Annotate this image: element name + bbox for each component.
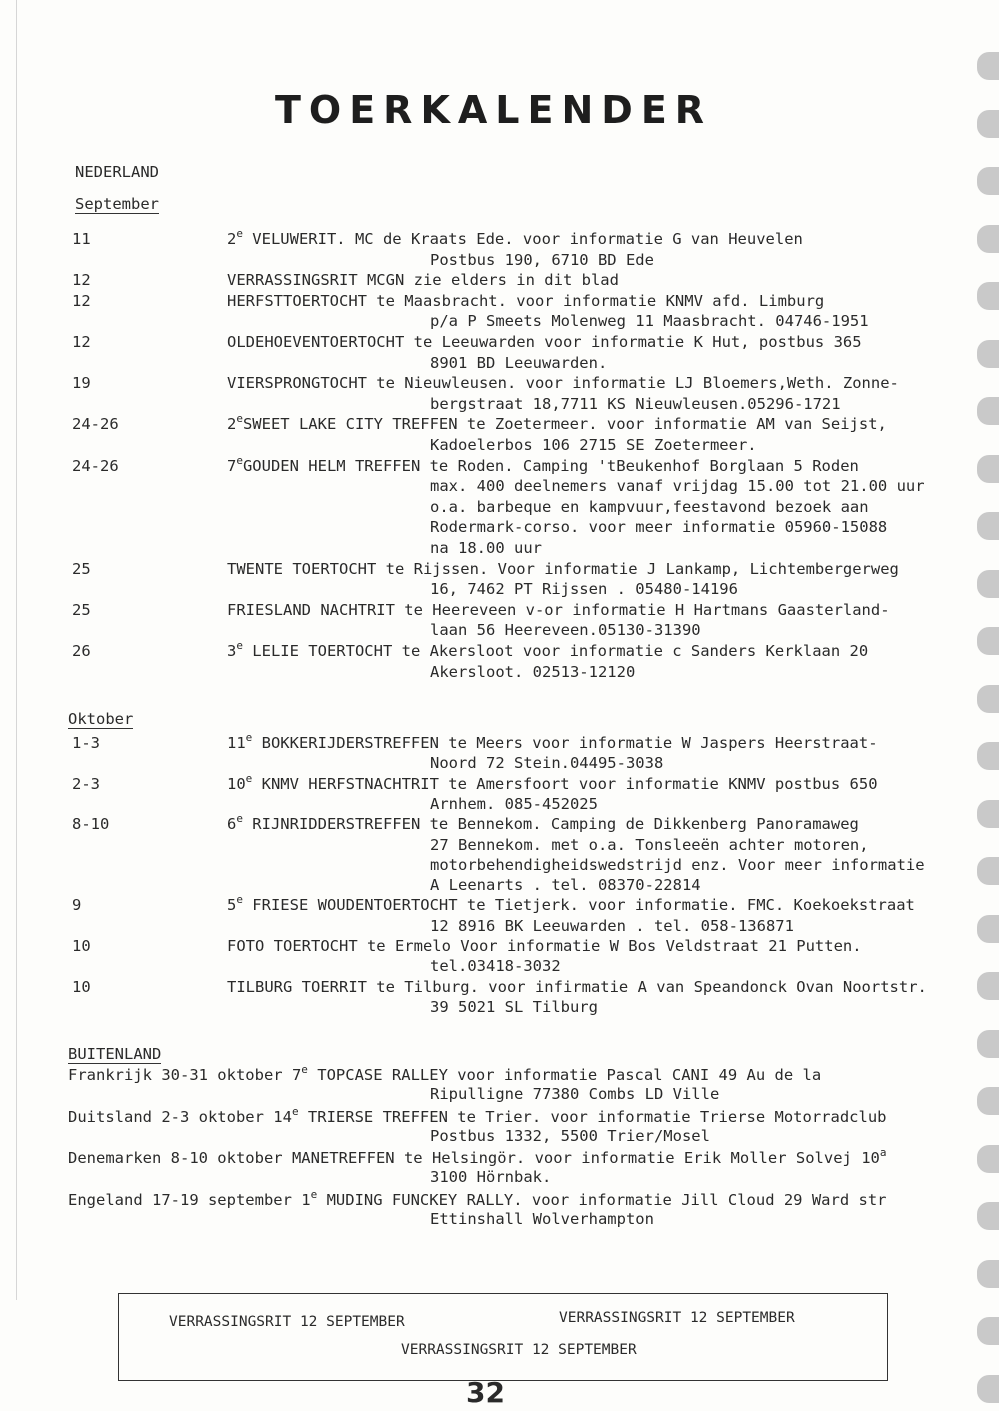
- event-description: OLDEHOEVENTOERTOCHT te Leeuwarden voor informatie K Hut, postbus 365: [227, 333, 862, 351]
- event-date: 26: [72, 642, 91, 660]
- event-date: 2-3: [72, 774, 100, 793]
- event-date: 25: [72, 559, 91, 578]
- event-continuation-text: 27 Bennekom. met o.a. Tonsleeën achter motoren,: [430, 835, 869, 854]
- september-entry: [0, 559, 999, 579]
- notice-line-1a: VERRASSINGSRIT 12 SEPTEMBER: [169, 1314, 405, 1330]
- september-entry: [0, 373, 999, 393]
- binder-hole: [977, 1317, 999, 1345]
- event-continuation-text: Postbus 190, 6710 BD Ede: [430, 250, 654, 269]
- event-date: 11: [72, 230, 91, 248]
- september-entry: [0, 332, 999, 352]
- september-entry: [0, 291, 999, 311]
- event-continuation-text: 39 5021 SL Tilburg: [430, 997, 598, 1016]
- event-description: HERFSTTOERTOCHT te Maasbracht. voor informatie KNMV afd. Limburg: [227, 291, 825, 310]
- binder-hole: [977, 1375, 999, 1403]
- event-continuation-text: Rodermark-corso. voor meer informatie 05960-15088: [430, 518, 888, 537]
- event-description: 2eSWEET LAKE CITY TREFFEN te Zoetermeer. voor informatie AM van Seijst,: [227, 412, 887, 434]
- september-entry: [0, 641, 999, 661]
- event-continuation: [0, 517, 999, 537]
- event-continuation-text: laan 56 Heereveen.05130-31390: [430, 621, 701, 640]
- event-date: 19: [72, 374, 91, 393]
- event-description: 5e FRIESE WOUDENTOERTOCHT te Tietjerk. voor informatie. FMC. Koekoekstraat: [227, 893, 915, 915]
- binder-hole: [977, 1202, 999, 1230]
- event-continuation: [0, 855, 999, 875]
- section-september: September: [75, 195, 159, 213]
- event-continuation: [0, 353, 999, 373]
- event-continuation: [0, 394, 999, 414]
- foreign-event: Engeland 17-19 september 1e MUDING FUNCKEY RALLY. voor informatie Jill Cloud 29 Ward str: [68, 1187, 887, 1209]
- foreign-event: Frankrijk 30-31 oktober 7e TOPCASE RALLEY voor informatie Pascal CANI 49 Au de la: [68, 1063, 822, 1084]
- event-continuation-text: Noord 72 Stein.04495-3038: [430, 754, 664, 773]
- event-description: FOTO TOERTOCHT te Ermelo Voor informatie W Bos Veldstraat 21 Putten.: [227, 937, 862, 955]
- event-continuation-text: 16, 7462 PT Rijssen . 05480-14196: [430, 580, 738, 599]
- event-date: 12: [72, 333, 91, 351]
- binder-holes: [969, 0, 999, 1411]
- event-continuation-text: 8901 BD Leeuwarden.: [430, 353, 608, 372]
- event-continuation: [0, 835, 999, 855]
- event-continuation-text: 12 8916 BK Leeuwarden . tel. 058-136871: [430, 916, 794, 935]
- event-description: 6e RIJNRIDDERSTREFFEN te Bennekom. Camping de Dikkenberg Panoramaweg: [227, 812, 859, 834]
- event-continuation-text: motorbehendigheidswedstrijd enz. Voor meer informatie: [430, 855, 925, 874]
- event-continuation: [0, 875, 999, 895]
- event-continuation-text: Kadoelerbos 106 2715 SE Zoetermeer.: [430, 436, 757, 454]
- event-date: 8-10: [72, 815, 110, 834]
- event-continuation-text: max. 400 deelnemers vanaf vrijdag 15.00 tot 21.00 uur: [430, 477, 925, 496]
- event-date: 10: [72, 937, 91, 955]
- binder-hole: [977, 1145, 999, 1173]
- event-continuation: [0, 956, 999, 976]
- section-oktober: Oktober: [68, 710, 134, 728]
- event-date: 25: [72, 600, 91, 619]
- event-date: 1-3: [72, 734, 100, 752]
- event-continuation-text: p/a P Smeets Molenweg 11 Maasbracht. 04746-1951: [430, 312, 869, 331]
- foreign-event: Denemarken 8-10 oktober MANETREFFEN te Helsingör. voor informatie Erik Moller Solvej 10$^a$: [68, 1146, 887, 1167]
- event-continuation: [0, 997, 999, 1017]
- event-description: TWENTE TOERTOCHT te Rijssen. Voor informatie J Lankamp, Lichtembergerweg: [227, 559, 899, 578]
- notice-line-2: VERRASSINGSRIT 12 SEPTEMBER: [401, 1342, 637, 1358]
- event-continuation: [0, 538, 999, 558]
- event-date: 12: [72, 291, 91, 310]
- binder-hole: [977, 1087, 999, 1115]
- event-continuation: [0, 662, 999, 682]
- binder-hole: [977, 110, 999, 138]
- event-description: VERRASSINGSRIT MCGN zie elders in dit blad: [227, 271, 619, 290]
- event-continuation-text: na 18.00 uur: [430, 539, 542, 557]
- event-continuation: [0, 250, 999, 270]
- event-continuation: [0, 311, 999, 331]
- oktober-entry: [0, 895, 999, 915]
- event-continuation: [0, 753, 999, 773]
- event-description: 11e BOKKERIJDERSTREFFEN te Meers voor informatie W Jaspers Heerstraat-: [227, 731, 878, 752]
- page-title: TOERKALENDER: [275, 88, 713, 132]
- event-continuation-text: o.a. barbeque en kampvuur,feestavond bezoek aan: [430, 497, 869, 516]
- binder-hole: [977, 685, 999, 713]
- event-continuation: [0, 476, 999, 496]
- oktober-entry: [0, 771, 999, 794]
- oktober-entry: [0, 733, 999, 753]
- page-number: 32: [466, 1376, 505, 1409]
- event-continuation: [0, 620, 999, 640]
- section-buitenland: BUITENLAND: [68, 1045, 162, 1063]
- oktober-entry: [0, 977, 999, 997]
- event-description: VIERSPRONGTOCHT te Nieuwleusen. voor informatie LJ Bloemers,Weth. Zonne-: [227, 374, 899, 393]
- event-description: 7eGOUDEN HELM TREFFEN te Roden. Camping 'tBeukenhof Borglaan 5 Roden: [227, 453, 859, 475]
- foreign-event-continuation: Ettinshall Wolverhampton: [430, 1209, 654, 1228]
- event-continuation: [0, 497, 999, 517]
- event-description: TILBURG TOERRIT te Tilburg. voor infirmatie A van Speandonck Ovan Noortstr.: [227, 977, 927, 996]
- event-date: 24-26: [72, 415, 119, 434]
- event-date: 12: [72, 271, 91, 290]
- foreign-event-continuation: Postbus 1332, 5500 Trier/Mosel: [430, 1126, 710, 1145]
- event-continuation-text: Akersloot. 02513-12120: [430, 662, 636, 681]
- september-entry: [0, 229, 999, 249]
- event-continuation-text: tel.03418-3032: [430, 957, 561, 976]
- september-entry: [0, 453, 999, 476]
- event-date: 10: [72, 977, 91, 996]
- event-continuation: [0, 794, 999, 814]
- september-entry: [0, 270, 999, 290]
- foreign-event: Duitsland 2-3 oktober 14e TRIERSE TREFFEN te Trier. voor informatie Trierse Motorradclub: [68, 1104, 887, 1126]
- event-continuation: [0, 435, 999, 455]
- event-description: 10e KNMV HERFSTNACHTRIT te Amersfoort voor informatie KNMV postbus 650: [227, 771, 878, 793]
- section-nederland: NEDERLAND: [75, 163, 159, 181]
- event-date: 24-26: [72, 456, 119, 475]
- september-entry: [0, 600, 999, 620]
- event-description: 3e LELIE TOERTOCHT te Akersloot voor informatie c Sanders Kerklaan 20: [227, 639, 869, 660]
- event-description: FRIESLAND NACHTRIT te Heereveen v-or informatie H Hartmans Gaasterland-: [227, 600, 890, 619]
- foreign-event-continuation: 3100 Hörnbak.: [430, 1168, 552, 1186]
- september-entry: [0, 414, 999, 434]
- notice-line-1b: VERRASSINGSRIT 12 SEPTEMBER: [559, 1310, 795, 1326]
- oktober-entry: [0, 814, 999, 834]
- notice-box: [118, 1293, 888, 1381]
- event-date: 9: [72, 896, 82, 915]
- event-continuation: [0, 579, 999, 599]
- binder-hole: [977, 1260, 999, 1288]
- event-continuation-text: A Leenarts . tel. 08370-22814: [430, 876, 701, 895]
- oktober-entry: [0, 936, 999, 956]
- event-continuation-text: bergstraat 18,7711 KS Nieuwleusen.05296-1721: [430, 394, 841, 413]
- binder-hole: [977, 167, 999, 195]
- binder-hole: [977, 1030, 999, 1058]
- event-continuation: [0, 916, 999, 936]
- event-description: 2e VELUWERIT. MC de Kraats Ede. voor informatie G van Heuvelen: [227, 227, 803, 248]
- event-continuation-text: Arnhem. 085-452025: [430, 794, 598, 813]
- foreign-event-continuation: Ripulligne 77380 Combs LD Ville: [430, 1085, 720, 1103]
- binder-hole: [977, 52, 999, 80]
